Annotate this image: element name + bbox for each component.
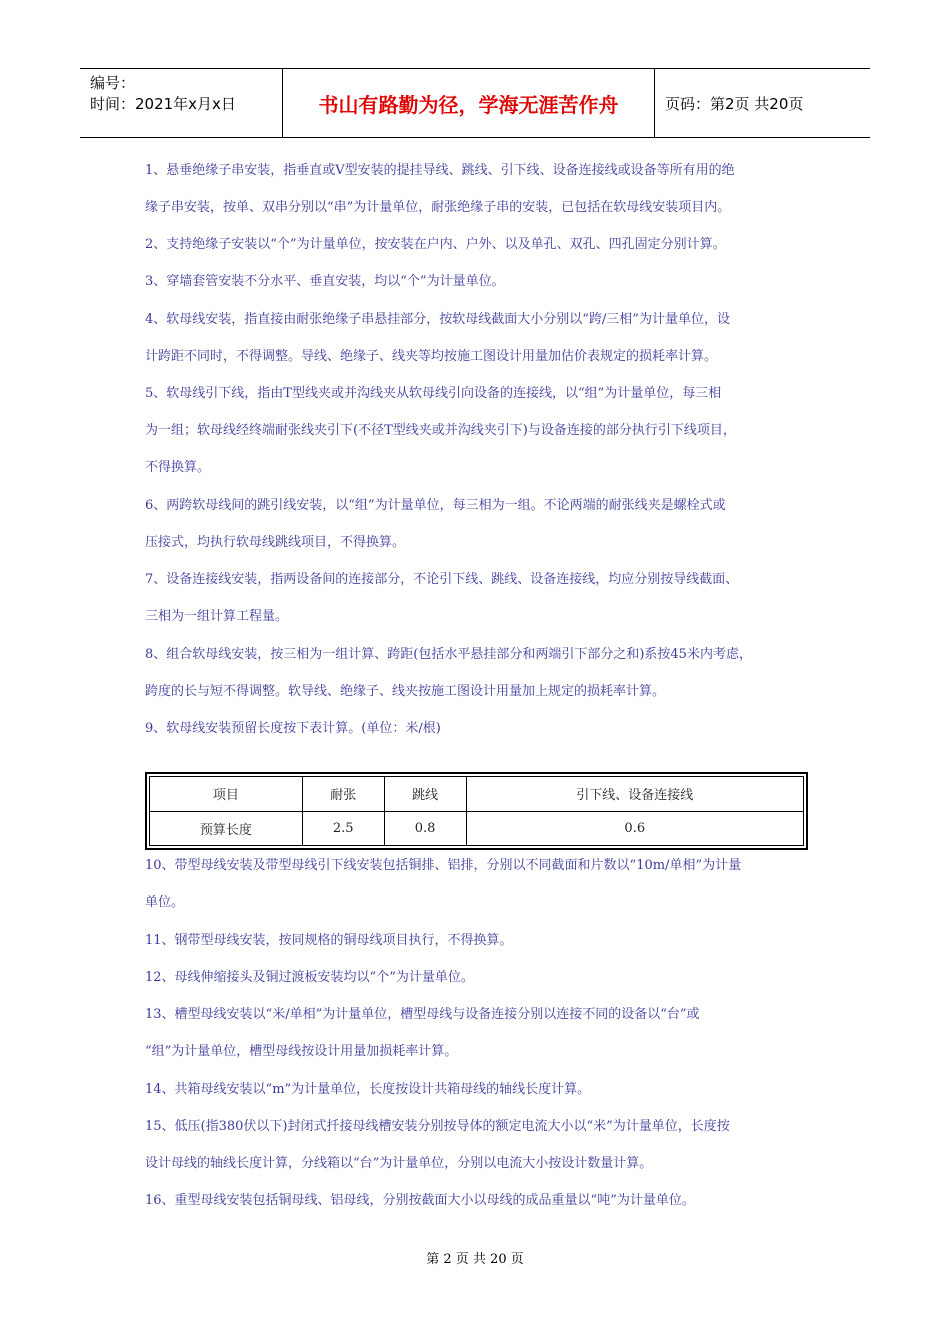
- paragraph-line: 1、悬垂绝缘子串安装，指垂直或V型安装的提挂导线、跳线、引下线、设备连接线或设备等所有用的绝: [145, 163, 735, 178]
- paragraph-line: 8、组合软母线安装，按三相为一组计算、跨距(包括水平悬挂部分和两端引下部分之和)系按45米内考虑，: [145, 647, 752, 662]
- table-grid: [149, 776, 804, 846]
- document-header: [80, 68, 870, 138]
- paragraph-line: 14、共箱母线安装以“m”为计量单位，长度按设计共箱母线的轴线长度计算。: [145, 1082, 591, 1097]
- header-meta: [80, 69, 283, 137]
- paragraph-line: 设计母线的轴线长度计算，分线箱以“台”为计量单位，分别以电流大小按设计数量计算。: [145, 1156, 653, 1171]
- table-cell: 预算长度: [150, 811, 303, 846]
- table-cell: 0.6: [466, 811, 803, 846]
- reserve-length-table: [145, 772, 808, 850]
- paragraph-line: 2、支持绝缘子安装以“个”为计量单位，按安装在户内、户外、以及单孔、双孔、四孔固定分别计算。: [145, 237, 726, 252]
- table-row: [150, 811, 804, 846]
- paragraph-line: 7、设备连接线安装，指两设备间的连接部分，不论引下线、跳线、设备连接线，均应分别按导线截面、: [145, 572, 739, 587]
- paragraph-line: 13、槽型母线安装以“米/单相”为计量单位，槽型母线与设备连接分别以连接不同的设备以“台”或: [145, 1007, 700, 1022]
- paragraph-line: 9、软母线安装预留长度按下表计算。(单位：米/根): [145, 721, 441, 736]
- page-footer: 第 2 页 共 20 页: [426, 1252, 524, 1267]
- paragraph-line: 3、穿墙套管安装不分水平、垂直安装，均以“个”为计量单位。: [145, 274, 505, 289]
- paragraph-line: 6、两跨软母线间的跳引线安装，以“组”为计量单位，每三相为一组。不论两端的耐张线夹是螺栓式或: [145, 498, 726, 513]
- table-header-cell: 引下线、设备连接线: [466, 777, 803, 812]
- time-label: 时间：2021年x月x日: [90, 95, 236, 113]
- paragraph-line: 不得换算。: [145, 460, 211, 475]
- table-header-cell: 项目: [150, 777, 303, 812]
- paragraph-line: “组”为计量单位，槽型母线按设计用量加损耗率计算。: [145, 1044, 458, 1059]
- paragraph-line: 缘子串安装，按单、双串分别以“串”为计量单位，耐张绝缘子串的安装，已包括在软母线安装项目内。: [145, 200, 731, 215]
- table-cell: 0.8: [384, 811, 466, 846]
- paragraph-line: 10、带型母线安装及带型母线引下线安装包括铜排、铝排，分别以不同截面和片数以“10m/单相”为计量: [145, 858, 742, 873]
- code-label: 编号：: [90, 74, 136, 92]
- paragraph-line: 为一组；软母线经终端耐张线夹引下(不径T型线夹或并沟线夹引下)与设备连接的部分执行引下线项目，: [145, 423, 736, 438]
- paragraph-line: 单位。: [145, 895, 185, 910]
- paragraph-line: 16、重型母线安装包括铜母线、铝母线，分别按截面大小以母线的成品重量以“吨”为计量单位。: [145, 1193, 695, 1208]
- header-page-info: 页码：第2页 共20页: [665, 94, 804, 113]
- table-header-cell: 耐张: [302, 777, 384, 812]
- paragraph-line: 11、钢带型母线安装，按同规格的铜母线项目执行，不得换算。: [145, 933, 513, 948]
- paragraph-line: 计跨距不同时，不得调整。导线、绝缘子、线夹等均按施工图设计用量加估价表规定的损耗率计算。: [145, 349, 718, 364]
- paragraph-line: 压接式，均执行软母线跳线项目，不得换算。: [145, 535, 406, 550]
- paragraph-line: 三相为一组计算工程量。: [145, 609, 289, 624]
- paragraph-line: 4、软母线安装，指直接由耐张绝缘子串悬挂部分，按软母线截面大小分别以“跨/三相”为计量单位，设: [145, 312, 730, 327]
- paragraph-line: 12、母线伸缩接头及铜过渡板安装均以“个”为计量单位。: [145, 970, 474, 985]
- paragraph-line: 15、低压(指380伏以下)封闭式扦接母线槽安装分别按导体的额定电流大小以“米”为计量单位，长度按: [145, 1119, 730, 1134]
- paragraph-line: 跨度的长与短不得调整。软导线、绝缘子、线夹按施工图设计用量加上规定的损耗率计算。: [145, 684, 666, 699]
- table-cell: 2.5: [302, 811, 384, 846]
- table-header-cell: 跳线: [384, 777, 466, 812]
- table-header-row: [150, 777, 804, 812]
- header-motto: 书山有路勤为径，学海无涯苦作舟: [283, 69, 655, 137]
- paragraph-line: 5、软母线引下线，指由T型线夹或并沟线夹从软母线引向设备的连接线，以“组”为计量单位，每三相: [145, 386, 722, 401]
